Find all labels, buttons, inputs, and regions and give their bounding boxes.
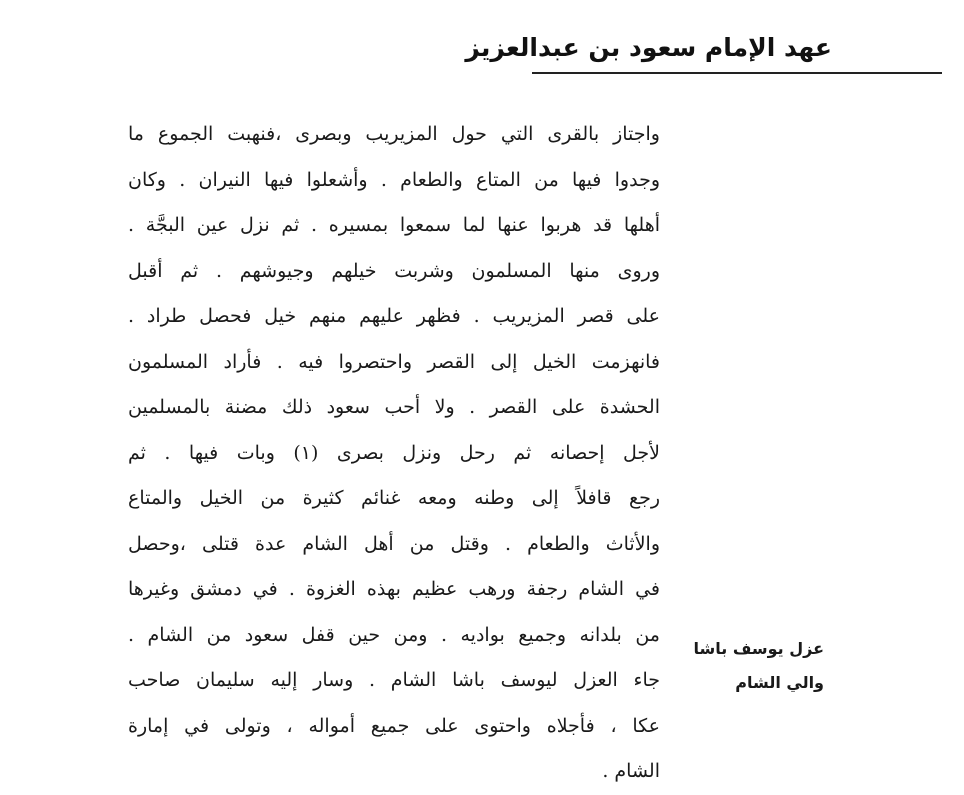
running-header [465,28,942,74]
body-line: عكا ، فأجلاه واحتوى على جميع أمواله ، وتولى في إمارة [128,714,660,737]
body-line: لأجل إحصانه ثم رحل ونزل بصرى (١) وبات فيها . ثم [128,441,660,464]
body-line: أهلها قد هربوا عنها لما سمعوا بمسيره . ثم نزل عين البجَّة . [128,214,660,236]
body-line: جاء العزل ليوسف باشا الشام . وسار إليه سليمان صاحب [128,669,660,691]
body-line: واجتاز بالقرى التي حول المزيريب وبصرى ،فنهبت الجموع ما [128,123,660,145]
body-line: وجدوا فيها من المتاع والطعام . وأشعلوا فيها النيران . وكان [128,168,660,191]
body-line: الحشدة على القصر . ولا أحب سعود ذلك مضنة بالمسلمين [128,396,660,418]
body-line: وروى منها المسلمون وشربت خيلهم وجيوشهم . ثم أقبل [128,259,660,282]
running-header-title: عهد الإمام سعود بن عبدالعزيز [465,33,832,62]
body-text [128,112,660,795]
body-line: على قصر المزيريب . فظهر عليهم منهم خيل فحصل طراد . [128,305,660,327]
margin-note-line: عزل يوسف باشا [693,639,824,658]
body-line: من بلدانه وجميع بواديه . ومن حين قفل سعود من الشام . [128,623,660,646]
header-rule [532,72,942,74]
body-line: في الشام رجفة ورهب عظيم بهذه الغزوة . في دمشق وغيرها [128,578,660,600]
body-line: والأثاث والطعام . وقتل من أهل الشام عدة قتلى ،وحصل [128,532,660,555]
body-line: الشام . [602,760,660,782]
body-line: فانهزمت الخيل إلى القصر واحتصروا فيه . فأراد المسلمون [128,350,660,373]
margin-note-line: والي الشام [735,673,824,692]
margin-note [674,632,824,700]
body-line: رجع قافلاً إلى وطنه ومعه غنائم كثيرة من الخيل والمتاع [128,487,660,509]
